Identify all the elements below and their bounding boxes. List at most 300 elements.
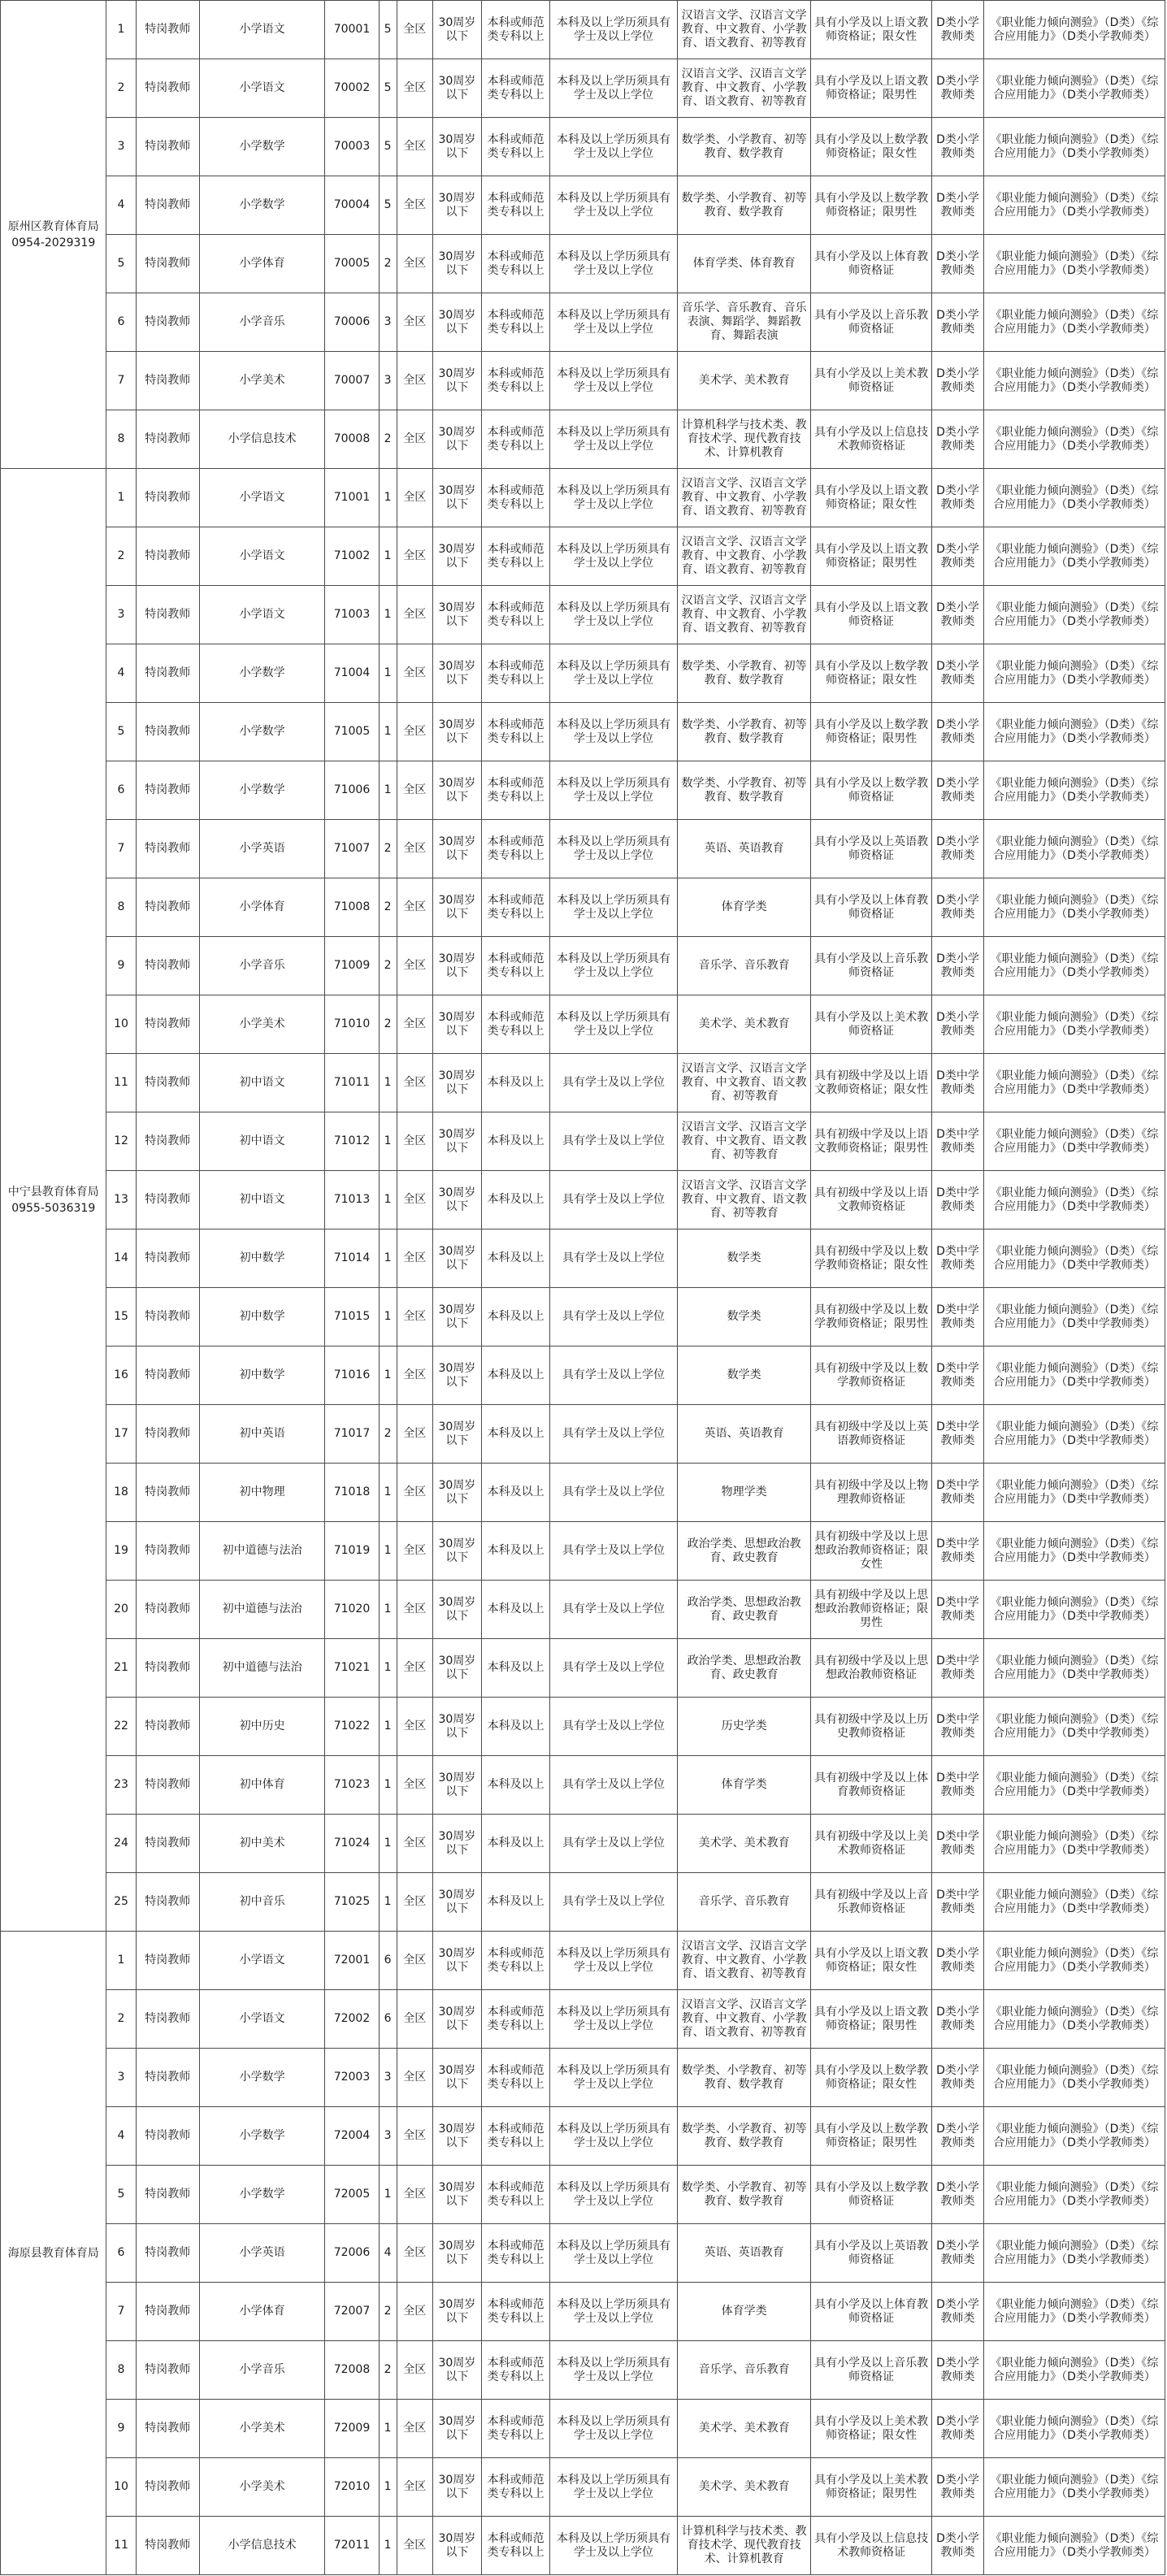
table-row — [1, 586, 1165, 644]
exam-category: D类小学教师类 — [931, 2341, 983, 2400]
exam-category: D类小学教师类 — [931, 118, 983, 176]
certificate-requirement: 具有小学及以上美术教师资格证 — [811, 352, 932, 410]
position-subject: 小学数学 — [199, 761, 325, 820]
hiring-count: 1 — [379, 1229, 397, 1288]
degree-requirement: 具有学士及以上学位 — [550, 1756, 678, 1815]
age-limit: 30周岁以下 — [432, 2458, 481, 2517]
recruit-area: 全区 — [397, 1, 432, 59]
exam-category: D类中学教师类 — [931, 1756, 983, 1815]
recruit-area: 全区 — [397, 820, 432, 878]
hiring-count: 6 — [379, 1990, 397, 2049]
certificate-requirement: 具有小学及以上语文教师资格证 — [811, 586, 932, 644]
hiring-count: 2 — [379, 410, 397, 469]
row-number: 3 — [106, 2049, 136, 2107]
position-code: 70004 — [325, 176, 379, 235]
position-type: 特岗教师 — [136, 2341, 199, 2400]
degree-requirement: 本科及以上学历须具有学士及以上学位 — [550, 118, 678, 176]
table-row — [1, 1347, 1165, 1405]
row-number: 13 — [106, 1171, 136, 1229]
row-number: 5 — [106, 235, 136, 293]
major-requirement: 美术学、美术教育 — [677, 2458, 811, 2517]
age-limit: 30周岁以下 — [432, 1347, 481, 1405]
position-code: 71016 — [325, 1347, 379, 1405]
position-code: 71015 — [325, 1288, 379, 1347]
exam-subjects: 《职业能力倾向测验》（D类）《综合应用能力》（D类小学教师类） — [984, 2049, 1165, 2107]
position-code: 71017 — [325, 1405, 379, 1464]
major-requirement: 美术学、美术教育 — [677, 995, 811, 1054]
degree-requirement: 具有学士及以上学位 — [550, 1112, 678, 1171]
exam-subjects: 《职业能力倾向测验》（D类）《综合应用能力》（D类中学教师类） — [984, 1464, 1165, 1522]
recruit-area: 全区 — [397, 1756, 432, 1815]
exam-category: D类中学教师类 — [931, 1522, 983, 1581]
hiring-count: 3 — [379, 2107, 397, 2166]
major-requirement: 数学类、小学教育、初等教育、数学教育 — [677, 703, 811, 761]
education-requirement: 本科及以上 — [482, 1639, 550, 1698]
major-requirement: 计算机科学与技术类、教育技术学、现代教育技术、计算机教育 — [677, 410, 811, 469]
major-requirement: 美术学、美术教育 — [677, 352, 811, 410]
exam-category: D类小学教师类 — [931, 586, 983, 644]
hiring-count: 1 — [379, 1522, 397, 1581]
exam-subjects: 《职业能力倾向测验》（D类）《综合应用能力》（D类中学教师类） — [984, 1112, 1165, 1171]
recruit-area: 全区 — [397, 703, 432, 761]
exam-category: D类中学教师类 — [931, 1229, 983, 1288]
position-subject: 初中物理 — [199, 1464, 325, 1522]
table-row — [1, 1932, 1165, 1990]
position-type: 特岗教师 — [136, 1756, 199, 1815]
position-code: 71008 — [325, 878, 379, 937]
exam-category: D类中学教师类 — [931, 1464, 983, 1522]
major-requirement: 汉语言文学、汉语言文学教育、中文教育、小学教育、语文教育、初等教育 — [677, 527, 811, 586]
age-limit: 30周岁以下 — [432, 527, 481, 586]
age-limit: 30周岁以下 — [432, 820, 481, 878]
position-type: 特岗教师 — [136, 2166, 199, 2224]
certificate-requirement: 具有初级中学及以上语文教师资格证；限男性 — [811, 1112, 932, 1171]
age-limit: 30周岁以下 — [432, 995, 481, 1054]
exam-subjects: 《职业能力倾向测验》（D类）《综合应用能力》（D类中学教师类） — [984, 1054, 1165, 1112]
position-code: 70007 — [325, 352, 379, 410]
exam-subjects: 《职业能力倾向测验》（D类）《综合应用能力》（D类中学教师类） — [984, 1698, 1165, 1756]
education-requirement: 本科或师范类专科以上 — [482, 2400, 550, 2458]
row-number: 16 — [106, 1347, 136, 1405]
degree-requirement: 具有学士及以上学位 — [550, 1229, 678, 1288]
table-row — [1, 1639, 1165, 1698]
position-type: 特岗教师 — [136, 1405, 199, 1464]
recruit-area: 全区 — [397, 2400, 432, 2458]
position-type: 特岗教师 — [136, 1171, 199, 1229]
position-subject: 小学数学 — [199, 176, 325, 235]
table-row — [1, 2049, 1165, 2107]
education-requirement: 本科及以上 — [482, 1698, 550, 1756]
recruit-area: 全区 — [397, 176, 432, 235]
age-limit: 30周岁以下 — [432, 1464, 481, 1522]
hiring-count: 1 — [379, 1171, 397, 1229]
education-requirement: 本科及以上 — [482, 1873, 550, 1932]
education-requirement: 本科或师范类专科以上 — [482, 1990, 550, 2049]
position-code: 71010 — [325, 995, 379, 1054]
education-requirement: 本科或师范类专科以上 — [482, 1932, 550, 1990]
degree-requirement: 本科及以上学历须具有学士及以上学位 — [550, 761, 678, 820]
position-subject: 小学语文 — [199, 1, 325, 59]
position-type: 特岗教师 — [136, 410, 199, 469]
exam-category: D类小学教师类 — [931, 527, 983, 586]
position-subject: 小学语文 — [199, 1990, 325, 2049]
degree-requirement: 本科及以上学历须具有学士及以上学位 — [550, 703, 678, 761]
age-limit: 30周岁以下 — [432, 118, 481, 176]
recruit-area: 全区 — [397, 1054, 432, 1112]
age-limit: 30周岁以下 — [432, 1639, 481, 1698]
table-row — [1, 937, 1165, 995]
exam-subjects: 《职业能力倾向测验》（D类）《综合应用能力》（D类小学教师类） — [984, 118, 1165, 176]
recruit-area: 全区 — [397, 644, 432, 703]
degree-requirement: 本科及以上学历须具有学士及以上学位 — [550, 995, 678, 1054]
hiring-count: 1 — [379, 761, 397, 820]
recruit-area: 全区 — [397, 2517, 432, 2575]
degree-requirement: 具有学士及以上学位 — [550, 1873, 678, 1932]
table-row — [1, 1171, 1165, 1229]
age-limit: 30周岁以下 — [432, 1756, 481, 1815]
major-requirement: 数学类、小学教育、初等教育、数学教育 — [677, 2049, 811, 2107]
exam-category: D类中学教师类 — [931, 1054, 983, 1112]
major-requirement: 汉语言文学、汉语言文学教育、中文教育、小学教育、语文教育、初等教育 — [677, 586, 811, 644]
recruiting-unit — [1, 1, 106, 469]
hiring-count: 2 — [379, 995, 397, 1054]
hiring-count: 1 — [379, 2517, 397, 2575]
table-row — [1, 1756, 1165, 1815]
major-requirement: 汉语言文学、汉语言文学教育、中文教育、语文教育、初等教育 — [677, 1054, 811, 1112]
certificate-requirement: 具有初级中学及以上数学教师资格证；限女性 — [811, 1229, 932, 1288]
position-type: 特岗教师 — [136, 2049, 199, 2107]
hiring-count: 2 — [379, 2283, 397, 2341]
recruit-area: 全区 — [397, 1581, 432, 1639]
exam-category: D类小学教师类 — [931, 644, 983, 703]
major-requirement: 体育学类、体育教育 — [677, 235, 811, 293]
exam-category: D类小学教师类 — [931, 820, 983, 878]
recruit-area: 全区 — [397, 1522, 432, 1581]
exam-subjects: 《职业能力倾向测验》（D类）《综合应用能力》（D类中学教师类） — [984, 1171, 1165, 1229]
degree-requirement: 本科及以上学历须具有学士及以上学位 — [550, 820, 678, 878]
exam-subjects: 《职业能力倾向测验》（D类）《综合应用能力》（D类小学教师类） — [984, 995, 1165, 1054]
table-row — [1, 118, 1165, 176]
degree-requirement: 具有学士及以上学位 — [550, 1054, 678, 1112]
hiring-count: 3 — [379, 2049, 397, 2107]
education-requirement: 本科或师范类专科以上 — [482, 820, 550, 878]
exam-subjects: 《职业能力倾向测验》（D类）《综合应用能力》（D类中学教师类） — [984, 1815, 1165, 1873]
degree-requirement: 本科及以上学历须具有学士及以上学位 — [550, 293, 678, 352]
age-limit: 30周岁以下 — [432, 2517, 481, 2575]
degree-requirement: 本科及以上学历须具有学士及以上学位 — [550, 586, 678, 644]
recruit-area: 全区 — [397, 937, 432, 995]
table-row — [1, 1112, 1165, 1171]
degree-requirement: 本科及以上学历须具有学士及以上学位 — [550, 59, 678, 118]
education-requirement: 本科或师范类专科以上 — [482, 2049, 550, 2107]
position-code: 72006 — [325, 2224, 379, 2283]
row-number: 5 — [106, 2166, 136, 2224]
position-subject: 小学体育 — [199, 235, 325, 293]
hiring-count: 4 — [379, 2224, 397, 2283]
exam-subjects: 《职业能力倾向测验》（D类）《综合应用能力》（D类小学教师类） — [984, 469, 1165, 527]
certificate-requirement: 具有初级中学及以上英语教师资格证 — [811, 1405, 932, 1464]
exam-category: D类小学教师类 — [931, 878, 983, 937]
position-type: 特岗教师 — [136, 118, 199, 176]
certificate-requirement: 具有小学及以上语文教师资格证；限女性 — [811, 469, 932, 527]
certificate-requirement: 具有小学及以上美术教师资格证；限男性 — [811, 2458, 932, 2517]
position-code: 71021 — [325, 1639, 379, 1698]
position-code: 70006 — [325, 293, 379, 352]
exam-subjects: 《职业能力倾向测验》（D类）《综合应用能力》（D类小学教师类） — [984, 235, 1165, 293]
unit-name: 中宁县教育体育局 — [7, 1185, 99, 1199]
degree-requirement: 具有学士及以上学位 — [550, 1405, 678, 1464]
degree-requirement: 本科及以上学历须具有学士及以上学位 — [550, 1990, 678, 2049]
row-number: 25 — [106, 1873, 136, 1932]
exam-category: D类小学教师类 — [931, 2107, 983, 2166]
age-limit: 30周岁以下 — [432, 703, 481, 761]
position-code: 71018 — [325, 1464, 379, 1522]
row-number: 4 — [106, 2107, 136, 2166]
position-code: 71013 — [325, 1171, 379, 1229]
age-limit: 30周岁以下 — [432, 1229, 481, 1288]
certificate-requirement: 具有小学及以上体育教师资格证 — [811, 2283, 932, 2341]
degree-requirement: 本科及以上学历须具有学士及以上学位 — [550, 2400, 678, 2458]
hiring-count: 3 — [379, 352, 397, 410]
position-code: 71003 — [325, 586, 379, 644]
table-row — [1, 1815, 1165, 1873]
degree-requirement: 本科及以上学历须具有学士及以上学位 — [550, 644, 678, 703]
position-type: 特岗教师 — [136, 820, 199, 878]
row-number: 24 — [106, 1815, 136, 1873]
exam-category: D类小学教师类 — [931, 293, 983, 352]
exam-subjects: 《职业能力倾向测验》（D类）《综合应用能力》（D类小学教师类） — [984, 878, 1165, 937]
exam-subjects: 《职业能力倾向测验》（D类）《综合应用能力》（D类中学教师类） — [984, 1522, 1165, 1581]
hiring-count: 1 — [379, 644, 397, 703]
row-number: 20 — [106, 1581, 136, 1639]
hiring-count: 1 — [379, 1581, 397, 1639]
table-row — [1, 1054, 1165, 1112]
exam-subjects: 《职业能力倾向测验》（D类）《综合应用能力》（D类小学教师类） — [984, 2166, 1165, 2224]
exam-category: D类小学教师类 — [931, 59, 983, 118]
row-number: 9 — [106, 937, 136, 995]
certificate-requirement: 具有初级中学及以上音乐教师资格证 — [811, 1873, 932, 1932]
major-requirement: 历史学类 — [677, 1698, 811, 1756]
exam-subjects: 《职业能力倾向测验》（D类）《综合应用能力》（D类小学教师类） — [984, 176, 1165, 235]
table-row — [1, 995, 1165, 1054]
degree-requirement: 本科及以上学历须具有学士及以上学位 — [550, 2224, 678, 2283]
education-requirement: 本科或师范类专科以上 — [482, 878, 550, 937]
education-requirement: 本科或师范类专科以上 — [482, 644, 550, 703]
position-type: 特岗教师 — [136, 2517, 199, 2575]
recruit-area: 全区 — [397, 1698, 432, 1756]
major-requirement: 体育学类 — [677, 1756, 811, 1815]
position-subject: 小学语文 — [199, 586, 325, 644]
position-code: 72011 — [325, 2517, 379, 2575]
certificate-requirement: 具有小学及以上数学教师资格证 — [811, 761, 932, 820]
hiring-count: 5 — [379, 118, 397, 176]
table-row — [1, 59, 1165, 118]
hiring-count: 1 — [379, 1347, 397, 1405]
certificate-requirement: 具有小学及以上数学教师资格证；限男性 — [811, 703, 932, 761]
recruit-area: 全区 — [397, 2341, 432, 2400]
recruit-area: 全区 — [397, 2458, 432, 2517]
degree-requirement: 具有学士及以上学位 — [550, 1288, 678, 1347]
table-row — [1, 1698, 1165, 1756]
exam-category: D类小学教师类 — [931, 937, 983, 995]
position-code: 71024 — [325, 1815, 379, 1873]
certificate-requirement: 具有初级中学及以上美术教师资格证 — [811, 1815, 932, 1873]
row-number: 3 — [106, 586, 136, 644]
education-requirement: 本科或师范类专科以上 — [482, 352, 550, 410]
row-number: 15 — [106, 1288, 136, 1347]
position-code: 72007 — [325, 2283, 379, 2341]
position-type: 特岗教师 — [136, 469, 199, 527]
hiring-count: 2 — [379, 235, 397, 293]
age-limit: 30周岁以下 — [432, 1171, 481, 1229]
major-requirement: 汉语言文学、汉语言文学教育、中文教育、小学教育、语文教育、初等教育 — [677, 469, 811, 527]
exam-subjects: 《职业能力倾向测验》（D类）《综合应用能力》（D类中学教师类） — [984, 1581, 1165, 1639]
position-subject: 小学数学 — [199, 2107, 325, 2166]
recruit-area: 全区 — [397, 1873, 432, 1932]
hiring-count: 1 — [379, 1873, 397, 1932]
row-number: 10 — [106, 995, 136, 1054]
exam-category: D类中学教师类 — [931, 1873, 983, 1932]
age-limit: 30周岁以下 — [432, 2166, 481, 2224]
certificate-requirement: 具有小学及以上数学教师资格证；限男性 — [811, 176, 932, 235]
exam-subjects: 《职业能力倾向测验》（D类）《综合应用能力》（D类小学教师类） — [984, 1, 1165, 59]
table-row — [1, 2107, 1165, 2166]
exam-subjects: 《职业能力倾向测验》（D类）《综合应用能力》（D类小学教师类） — [984, 2458, 1165, 2517]
position-type: 特岗教师 — [136, 878, 199, 937]
education-requirement: 本科及以上 — [482, 1405, 550, 1464]
exam-subjects: 《职业能力倾向测验》（D类）《综合应用能力》（D类小学教师类） — [984, 2224, 1165, 2283]
degree-requirement: 具有学士及以上学位 — [550, 1698, 678, 1756]
major-requirement: 汉语言文学、汉语言文学教育、中文教育、小学教育、语文教育、初等教育 — [677, 1932, 811, 1990]
exam-category: D类小学教师类 — [931, 235, 983, 293]
position-type: 特岗教师 — [136, 761, 199, 820]
position-type: 特岗教师 — [136, 527, 199, 586]
position-code: 72003 — [325, 2049, 379, 2107]
row-number: 6 — [106, 2224, 136, 2283]
exam-subjects: 《职业能力倾向测验》（D类）《综合应用能力》（D类中学教师类） — [984, 1873, 1165, 1932]
exam-subjects: 《职业能力倾向测验》（D类）《综合应用能力》（D类小学教师类） — [984, 703, 1165, 761]
position-type: 特岗教师 — [136, 1581, 199, 1639]
major-requirement: 数学类、小学教育、初等教育、数学教育 — [677, 2107, 811, 2166]
unit-phone: 0955-5036319 — [11, 1201, 96, 1215]
position-subject: 小学美术 — [199, 2458, 325, 2517]
education-requirement: 本科或师范类专科以上 — [482, 995, 550, 1054]
position-type: 特岗教师 — [136, 1054, 199, 1112]
exam-category: D类小学教师类 — [931, 352, 983, 410]
exam-category: D类小学教师类 — [931, 176, 983, 235]
exam-category: D类小学教师类 — [931, 410, 983, 469]
age-limit: 30周岁以下 — [432, 1698, 481, 1756]
certificate-requirement: 具有小学及以上语文教师资格证；限女性 — [811, 1, 932, 59]
exam-category: D类中学教师类 — [931, 1347, 983, 1405]
position-subject: 初中道德与法治 — [199, 1522, 325, 1581]
table-row — [1, 1288, 1165, 1347]
position-subject: 初中美术 — [199, 1815, 325, 1873]
position-type: 特岗教师 — [136, 1, 199, 59]
age-limit: 30周岁以下 — [432, 586, 481, 644]
recruiting-unit — [1, 469, 106, 1932]
hiring-count: 1 — [379, 527, 397, 586]
education-requirement: 本科及以上 — [482, 1815, 550, 1873]
exam-category: D类小学教师类 — [931, 2224, 983, 2283]
position-code: 72002 — [325, 1990, 379, 2049]
major-requirement: 音乐学、音乐教育 — [677, 1873, 811, 1932]
position-subject: 初中语文 — [199, 1054, 325, 1112]
certificate-requirement: 具有小学及以上英语教师资格证 — [811, 2224, 932, 2283]
position-type: 特岗教师 — [136, 293, 199, 352]
recruit-area: 全区 — [397, 1932, 432, 1990]
position-code: 72004 — [325, 2107, 379, 2166]
certificate-requirement: 具有小学及以上体育教师资格证 — [811, 878, 932, 937]
education-requirement: 本科或师范类专科以上 — [482, 293, 550, 352]
position-type: 特岗教师 — [136, 1464, 199, 1522]
table-row — [1, 644, 1165, 703]
age-limit: 30周岁以下 — [432, 937, 481, 995]
position-type: 特岗教师 — [136, 2400, 199, 2458]
table-row — [1, 2341, 1165, 2400]
degree-requirement: 具有学士及以上学位 — [550, 1347, 678, 1405]
major-requirement: 政治学类、思想政治教育、政史教育 — [677, 1581, 811, 1639]
position-code: 72008 — [325, 2341, 379, 2400]
table-row — [1, 1990, 1165, 2049]
degree-requirement: 具有学士及以上学位 — [550, 1464, 678, 1522]
position-subject: 小学美术 — [199, 352, 325, 410]
age-limit: 30周岁以下 — [432, 644, 481, 703]
hiring-count: 1 — [379, 1698, 397, 1756]
hiring-count: 1 — [379, 1815, 397, 1873]
recruit-area: 全区 — [397, 293, 432, 352]
education-requirement: 本科或师范类专科以上 — [482, 118, 550, 176]
position-code: 71020 — [325, 1581, 379, 1639]
exam-subjects: 《职业能力倾向测验》（D类）《综合应用能力》（D类中学教师类） — [984, 1229, 1165, 1288]
position-subject: 小学数学 — [199, 2166, 325, 2224]
row-number: 11 — [106, 2517, 136, 2575]
position-type: 特岗教师 — [136, 1932, 199, 1990]
row-number: 12 — [106, 1112, 136, 1171]
position-type: 特岗教师 — [136, 1522, 199, 1581]
major-requirement: 政治学类、思想政治教育、政史教育 — [677, 1639, 811, 1698]
hiring-count: 1 — [379, 1112, 397, 1171]
position-code: 71023 — [325, 1756, 379, 1815]
certificate-requirement: 具有初级中学及以上历史教师资格证 — [811, 1698, 932, 1756]
position-code: 71012 — [325, 1112, 379, 1171]
position-subject: 小学信息技术 — [199, 410, 325, 469]
table-row — [1, 293, 1165, 352]
exam-subjects: 《职业能力倾向测验》（D类）《综合应用能力》（D类小学教师类） — [984, 293, 1165, 352]
certificate-requirement: 具有初级中学及以上思想政治教师资格证；限女性 — [811, 1522, 932, 1581]
hiring-count: 3 — [379, 293, 397, 352]
major-requirement: 英语、英语教育 — [677, 2224, 811, 2283]
certificate-requirement: 具有小学及以上数学教师资格证 — [811, 2166, 932, 2224]
degree-requirement: 具有学士及以上学位 — [550, 1581, 678, 1639]
position-code: 72010 — [325, 2458, 379, 2517]
unit-phone: 0954-2029319 — [11, 236, 96, 249]
exam-subjects: 《职业能力倾向测验》（D类）《综合应用能力》（D类小学教师类） — [984, 820, 1165, 878]
table-row — [1, 2224, 1165, 2283]
position-subject: 初中音乐 — [199, 1873, 325, 1932]
table-row — [1, 176, 1165, 235]
certificate-requirement: 具有小学及以上语文教师资格证；限男性 — [811, 527, 932, 586]
position-subject: 初中语文 — [199, 1171, 325, 1229]
major-requirement: 汉语言文学、汉语言文学教育、中文教育、语文教育、初等教育 — [677, 1112, 811, 1171]
education-requirement: 本科或师范类专科以上 — [482, 2166, 550, 2224]
degree-requirement: 本科及以上学历须具有学士及以上学位 — [550, 469, 678, 527]
position-subject: 小学体育 — [199, 2283, 325, 2341]
hiring-count: 1 — [379, 1464, 397, 1522]
certificate-requirement: 具有初级中学及以上物理教师资格证 — [811, 1464, 932, 1522]
recruit-area: 全区 — [397, 527, 432, 586]
recruit-area: 全区 — [397, 1347, 432, 1405]
